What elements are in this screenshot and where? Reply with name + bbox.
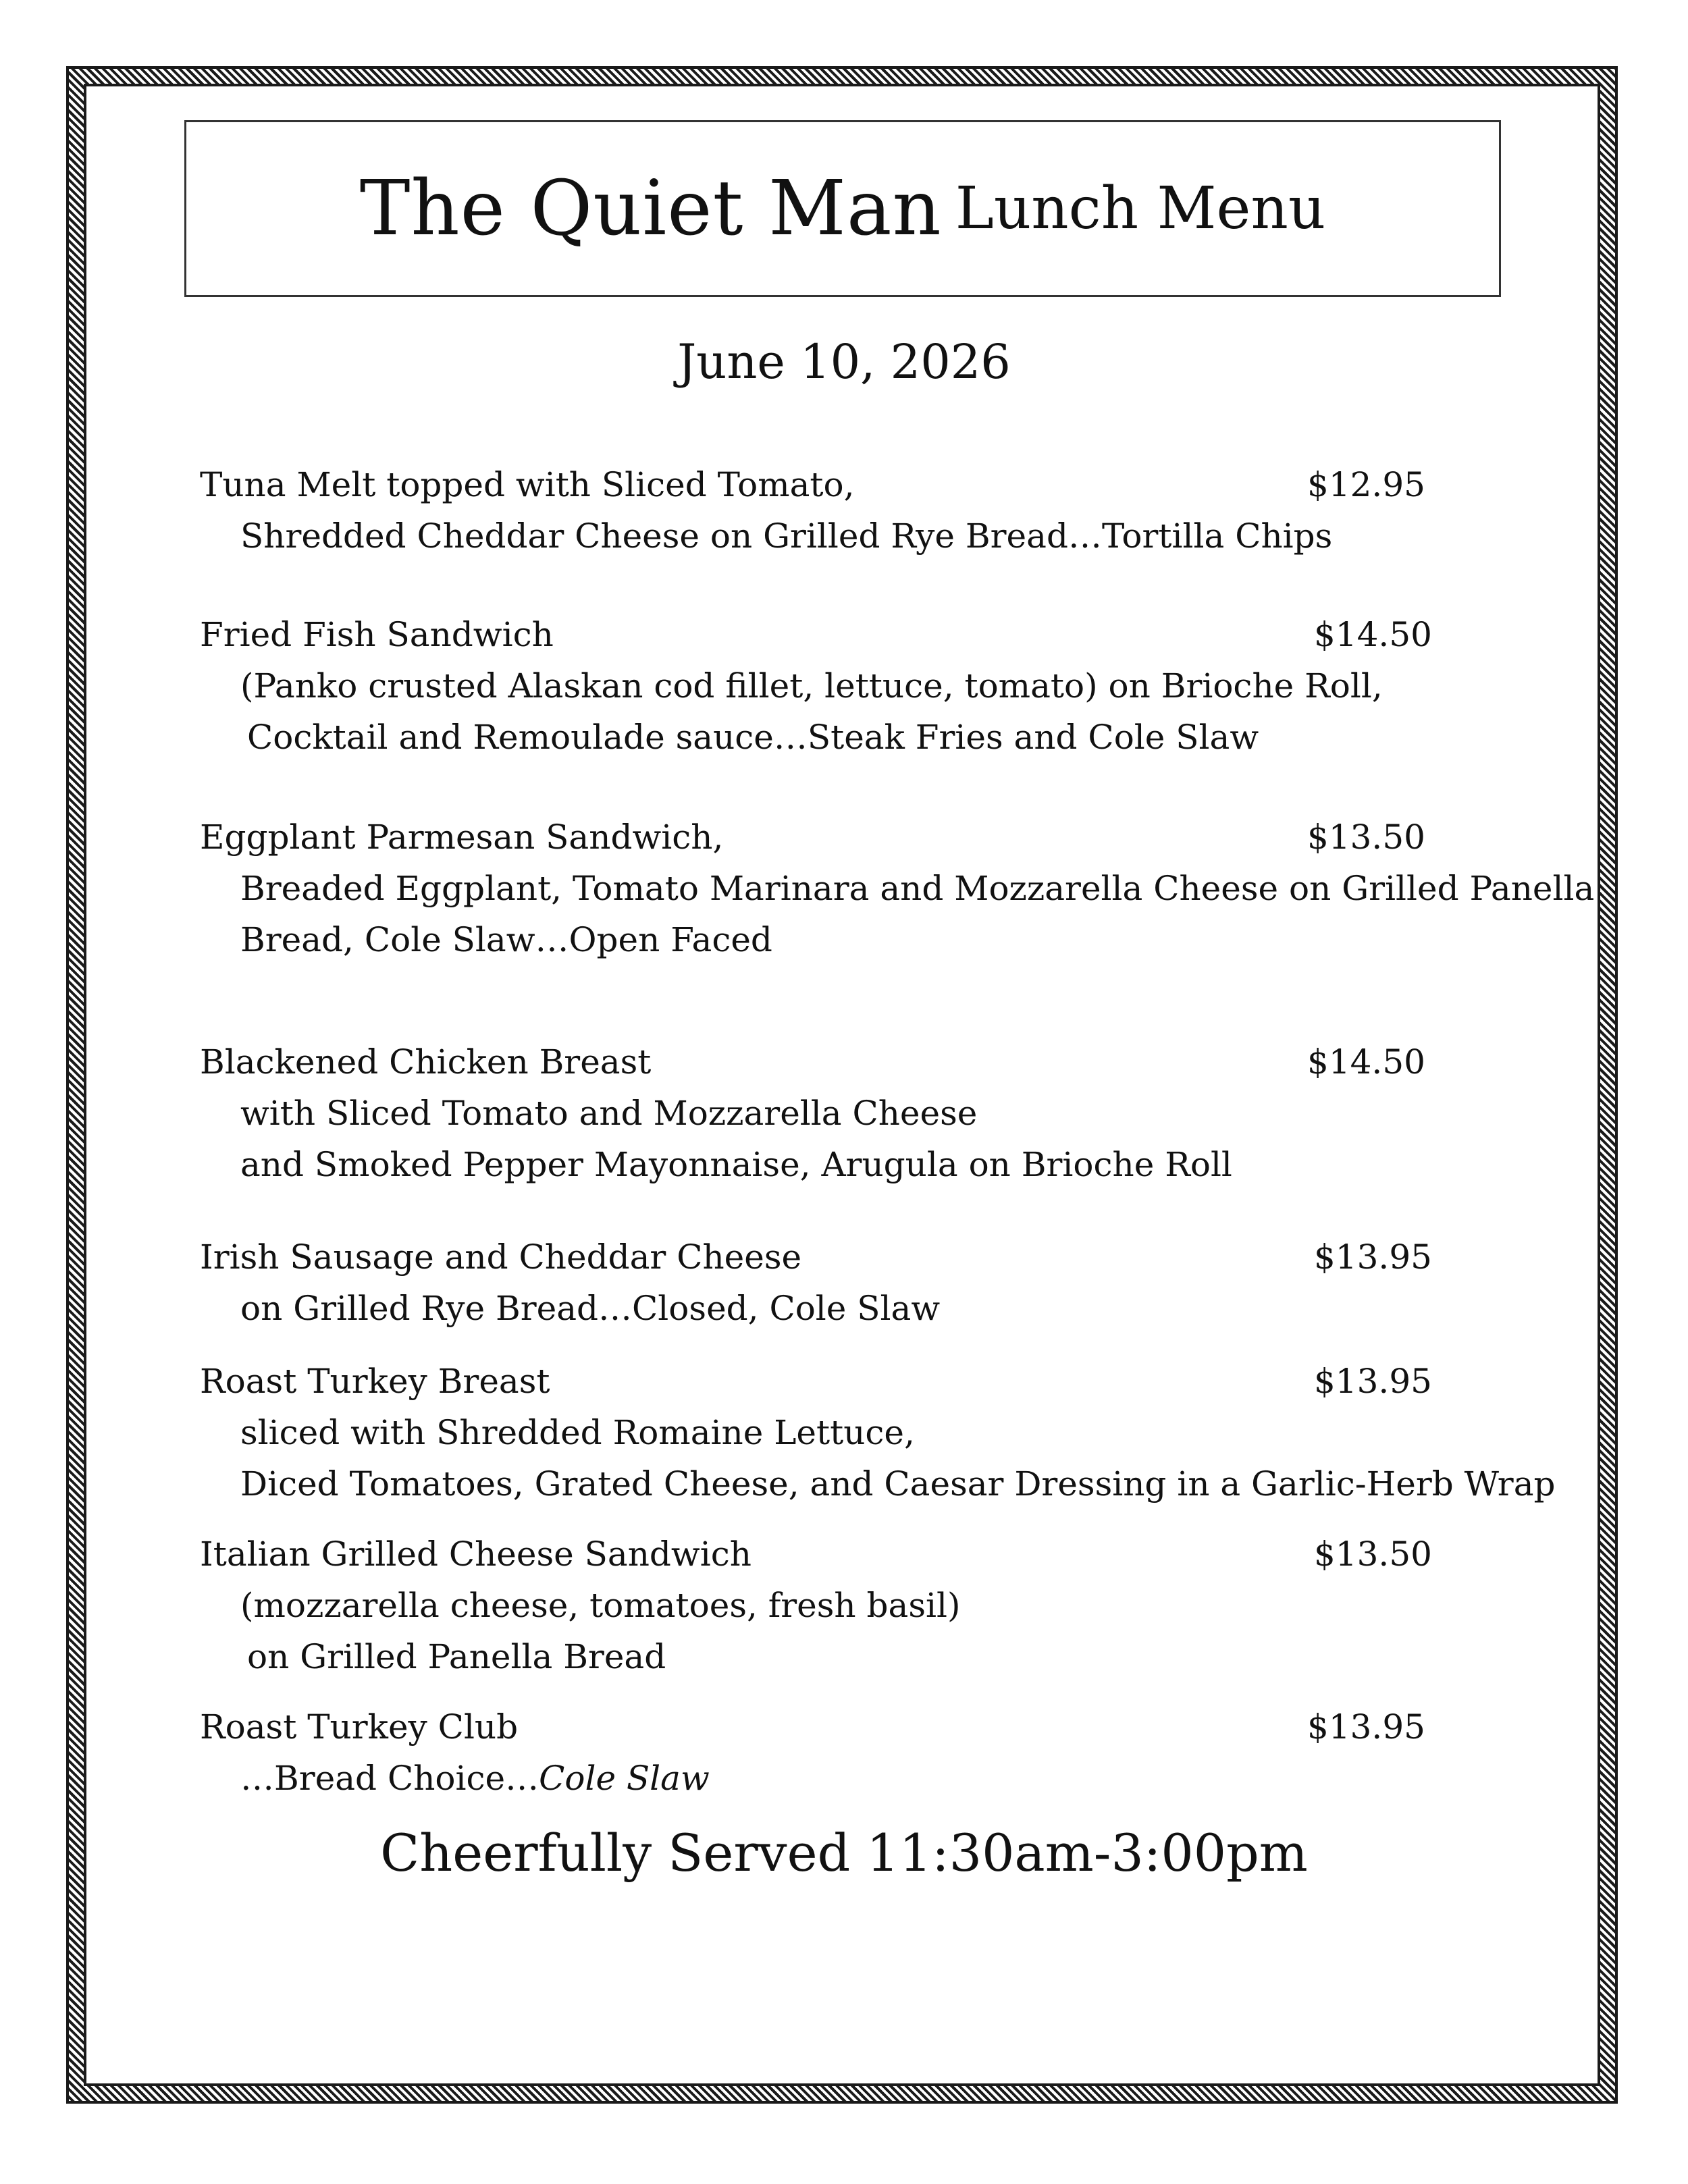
- title-box: [184, 120, 1501, 297]
- item-price: $13.95: [1314, 1362, 1432, 1401]
- menu-item: [200, 609, 1483, 763]
- item-description: with Sliced Tomato and Mozzarella Cheese: [240, 1094, 978, 1133]
- item-description: and Smoked Pepper Mayonnaise, Arugula on Brioche Roll: [240, 1145, 1232, 1184]
- item-name: Tuna Melt topped with Sliced Tomato,: [200, 465, 855, 504]
- item-description: Breaded Eggplant, Tomato Marinara and Mozzarella Cheese on Grilled Panella: [240, 869, 1595, 908]
- item-price: $14.50: [1314, 615, 1432, 654]
- item-price: $13.50: [1307, 818, 1425, 857]
- item-description: on Grilled Panella Bread: [247, 1637, 666, 1676]
- item-description: Cocktail and Remoulade sauce…Steak Fries and Cole Slaw: [247, 718, 1259, 757]
- menu-item: [200, 1356, 1556, 1510]
- item-price: $13.95: [1314, 1237, 1432, 1277]
- item-description: [200, 1753, 1483, 1804]
- item-name: Eggplant Parmesan Sandwich,: [200, 818, 724, 857]
- item-description-text: …Bread Choice…: [240, 1759, 539, 1798]
- item-description: Bread, Cole Slaw…Open Faced: [240, 920, 772, 959]
- item-price: $12.95: [1307, 465, 1425, 504]
- item-description: on Grilled Rye Bread…Closed, Cole Slaw: [240, 1289, 941, 1328]
- item-price: $13.95: [1307, 1707, 1425, 1747]
- item-name: Italian Grilled Cheese Sandwich: [200, 1535, 751, 1574]
- item-price: $13.50: [1314, 1535, 1432, 1574]
- item-name: Roast Turkey Breast: [200, 1362, 550, 1401]
- menu-date: June 10, 2026: [677, 334, 1011, 390]
- item-description: (Panko crusted Alaskan cod fillet, lettuce, tomato) on Brioche Roll,: [240, 666, 1383, 705]
- item-name: Irish Sausage and Cheddar Cheese: [200, 1237, 802, 1277]
- item-name: Fried Fish Sandwich: [200, 615, 554, 654]
- menu-item: [200, 811, 1595, 965]
- item-name: Roast Turkey Club: [200, 1707, 519, 1747]
- item-price: $14.50: [1307, 1042, 1425, 1082]
- item-name: Blackened Chicken Breast: [200, 1042, 652, 1082]
- menu-item: [200, 1231, 1483, 1334]
- menu-subtitle: Lunch Menu: [955, 175, 1326, 242]
- item-description: Diced Tomatoes, Grated Cheese, and Caesar Dressing in a Garlic-Herb Wrap: [240, 1464, 1556, 1503]
- serving-hours: Cheerfully Served 11:30am-3:00pm: [380, 1823, 1308, 1883]
- menu-item: [200, 1528, 1483, 1682]
- item-description: sliced with Shredded Romaine Lettuce,: [240, 1413, 915, 1452]
- menu-item: [200, 1701, 1483, 1804]
- item-description: (mozzarella cheese, tomatoes, fresh basil): [240, 1586, 961, 1625]
- item-description: Shredded Cheddar Cheese on Grilled Rye Bread…Tortilla Chips: [240, 516, 1333, 556]
- menu-item: [200, 1036, 1483, 1190]
- menu-item: [200, 459, 1483, 562]
- restaurant-name: The Quiet Man: [359, 165, 942, 252]
- item-side-italic: Cole Slaw: [539, 1759, 710, 1798]
